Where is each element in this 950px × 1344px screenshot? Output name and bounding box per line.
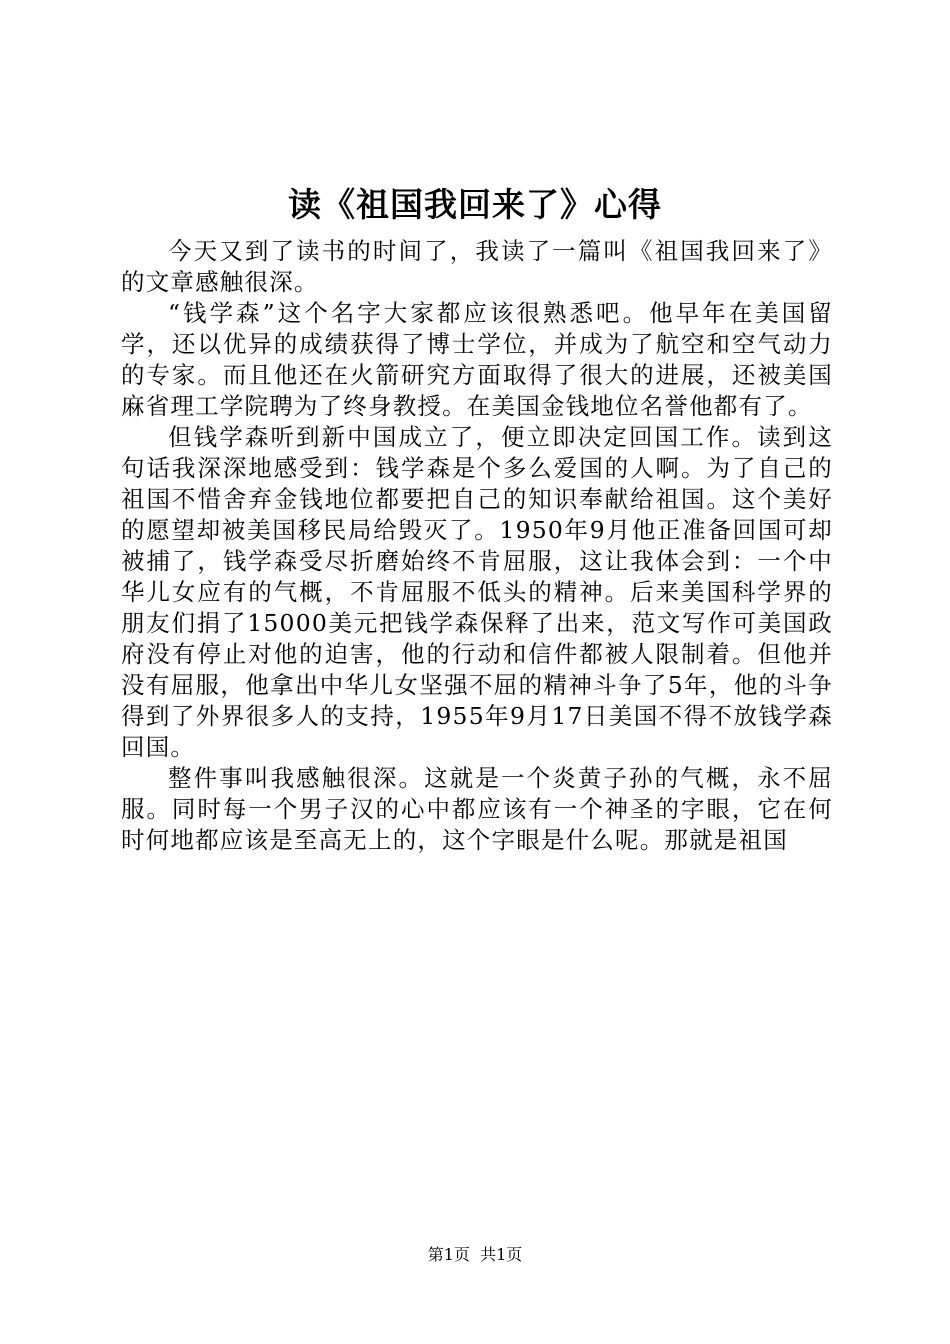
paragraph-3: 但钱学森听到新中国成立了，便立即决定回国工作。读到这句话我深深地感受到：钱学森是个多么爱国的人啊。为了自己的祖国不惜舍弃金钱地位都要把自己的知识奉献给祖国。这个美好的愿望却被美国移民局给毁灭了。1950年9月他正准备回国可却被捕了，钱学森受尽折磨始终不肯屈服，这让我体会到：一个中华儿女应有的气概，不肯屈服不低头的精神。后来美国科学界的朋友们捐了15000美元把钱学森保释了出来，范文写作可美国政府没有停止对他的迫害，他的行动和信件都被人限制着。但他并没有屈服，他拿出中华儿女坚强不屈的精神斗争了5年，他的斗争得到了外界很多人的支持，1955年9月17日美国不得不放钱学森回国。 [121,423,833,761]
document-title: 读《祖国我回来了》心得 [288,185,662,224]
paragraph-4: 整件事叫我感触很深。这就是一个炎黄子孙的气概，永不屈服。同时每一个男子汉的心中都应该有一个神圣的字眼，它在何时何地都应该是至高无上的，这个字眼是什么呢。那就是祖国 [121,764,833,854]
paragraph-1: 今天又到了读书的时间了，我读了一篇叫《祖国我回来了》的文章感触很深。 [121,237,833,296]
document-body [121,236,833,856]
paragraph-2: “钱学森”这个名字大家都应该很熟悉吧。他早年在美国留学，还以优异的成绩获得了博士学位，并成为了航空和空气动力的专家。而且他还在火箭研究方面取得了很大的进展，还被美国麻省理工学院聘为了终身教授。在美国金钱地位名誉他都有了。 [121,299,833,420]
page-number: 第1页 共1页 [427,1245,523,1264]
page-footer [0,1244,950,1266]
